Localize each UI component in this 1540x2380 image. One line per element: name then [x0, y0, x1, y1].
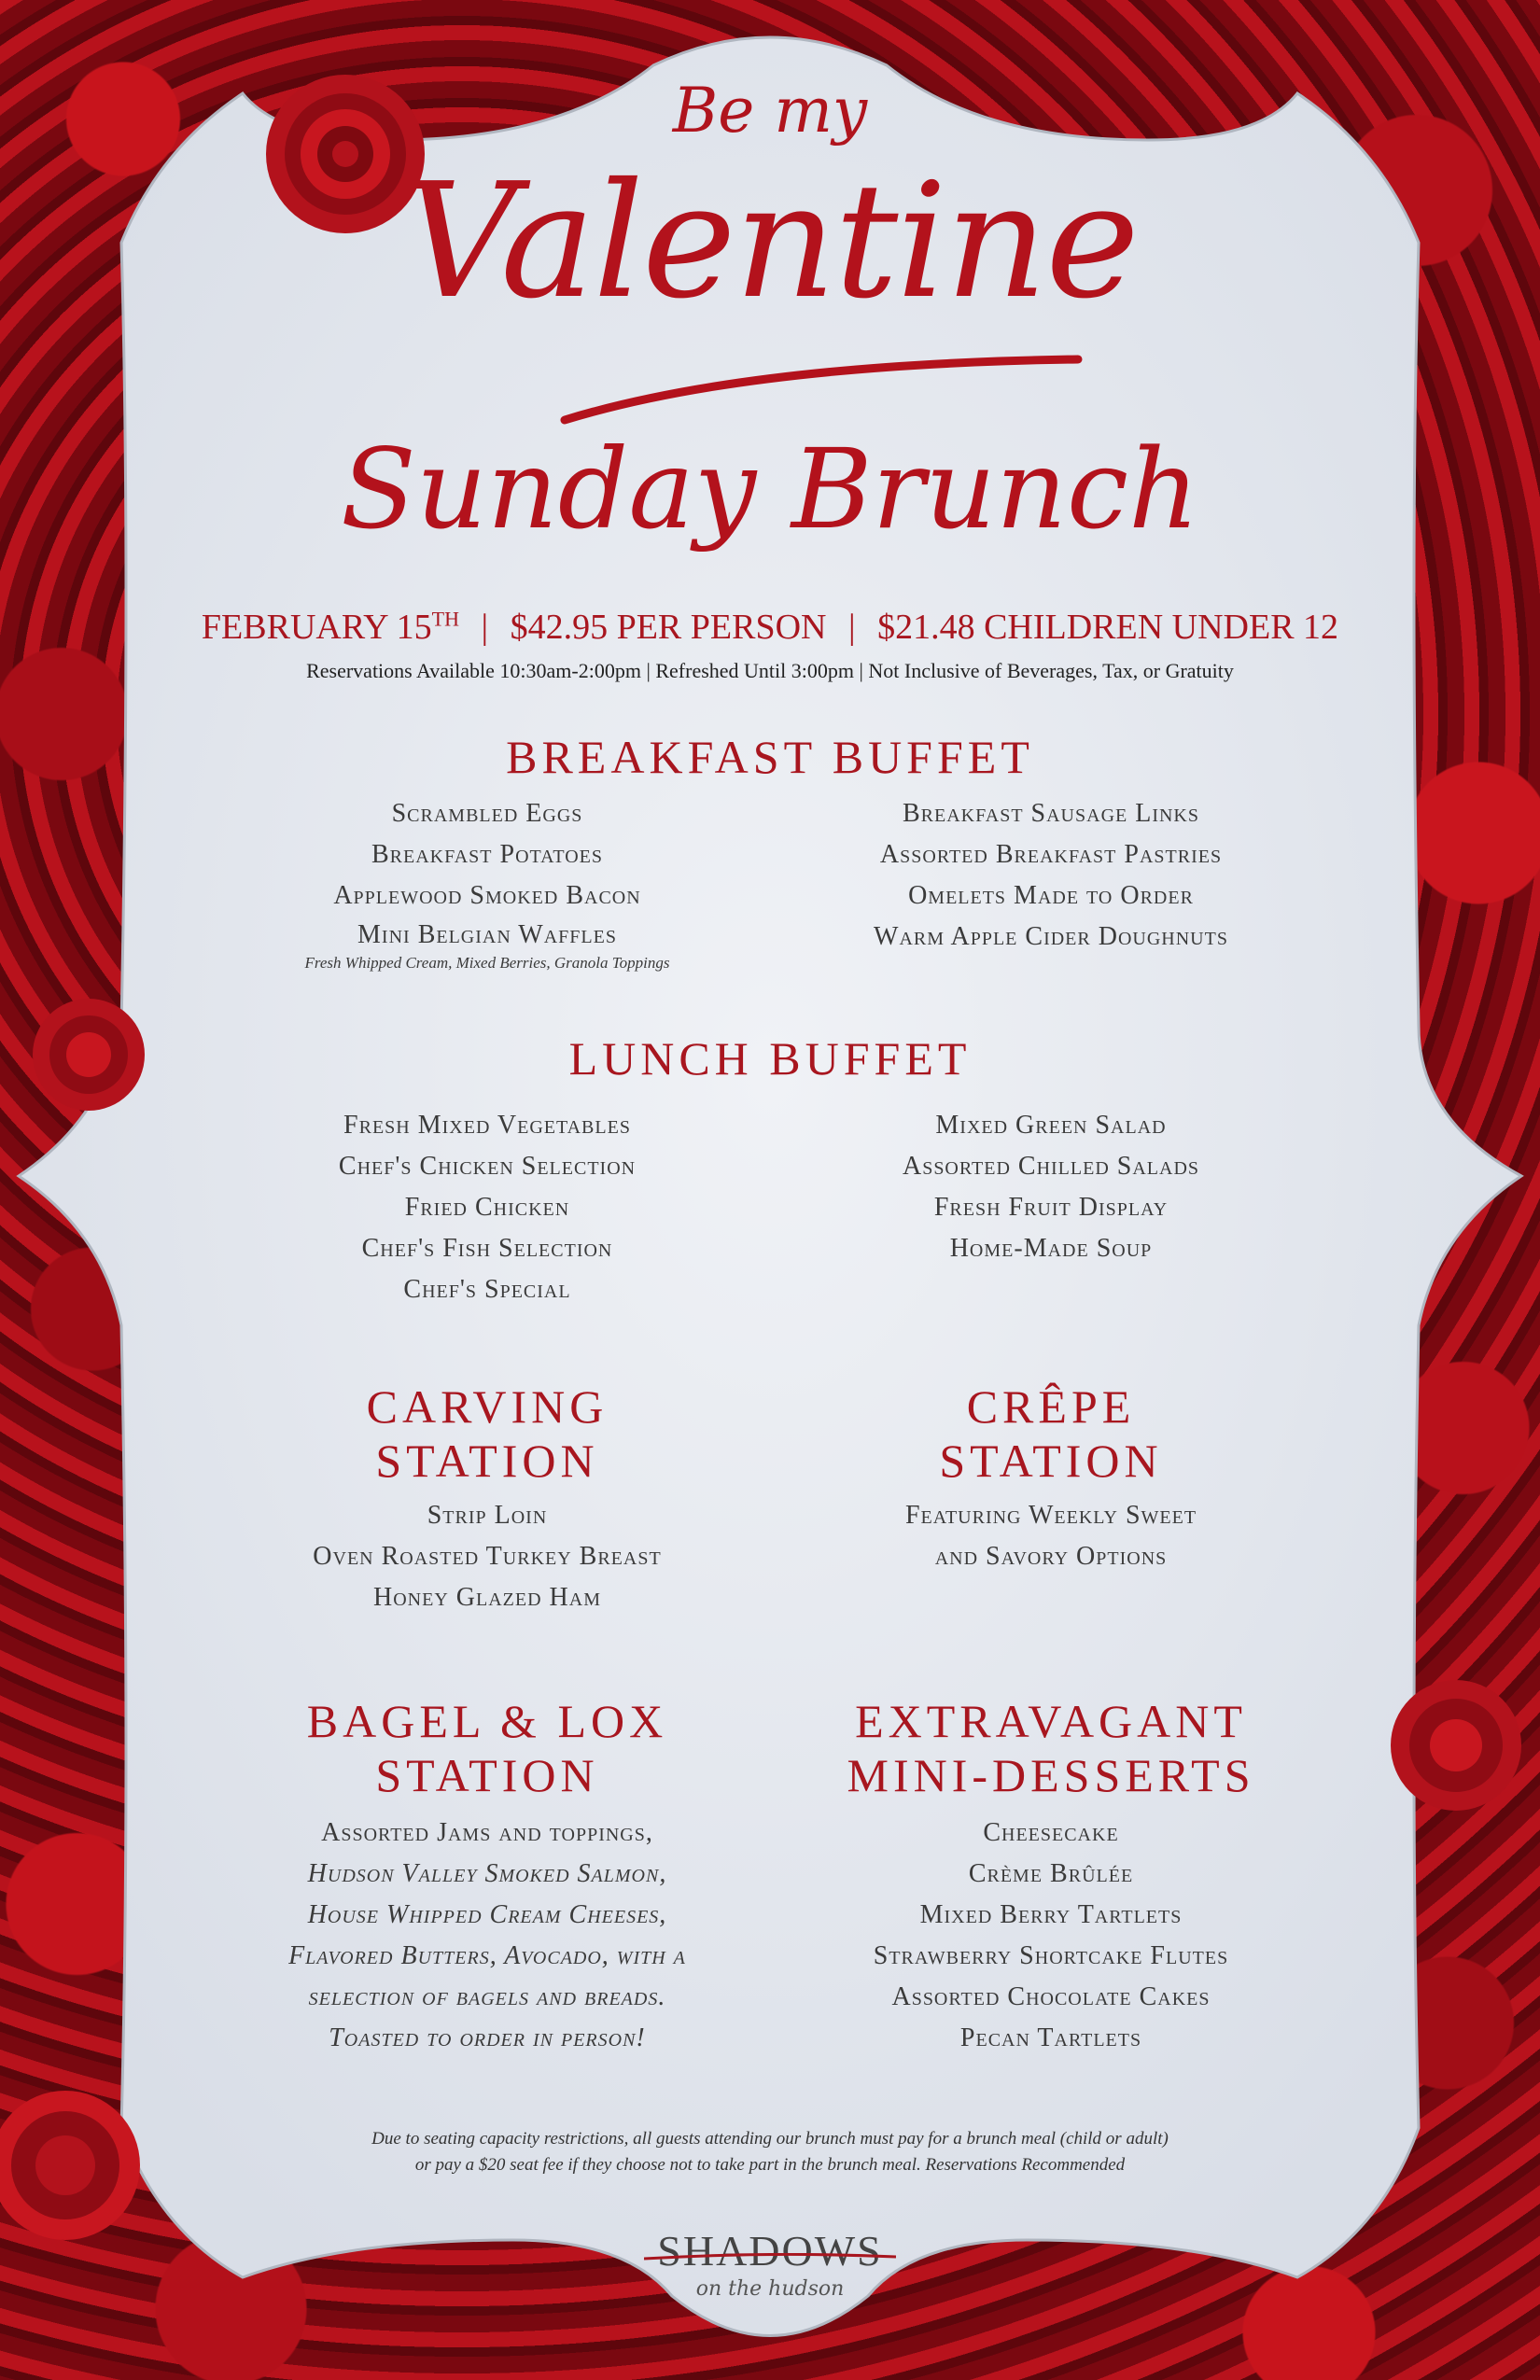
crepe-title-line2: STATION: [939, 1435, 1163, 1487]
list-item: Cheesecake: [983, 1818, 1119, 1847]
lunch-left-list: [207, 1105, 767, 1310]
shadows-logo: SHADOWS: [657, 2227, 883, 2275]
bagel-title-line2: STATION: [375, 1749, 599, 1801]
list-item: Fried Chicken: [404, 1193, 570, 1222]
list-item: Fresh Fruit Display: [933, 1193, 1169, 1222]
carving-list: [207, 1495, 767, 1618]
desserts-list: [771, 1813, 1331, 2059]
list-item: Oven Roasted Turkey Breast: [313, 1542, 662, 1571]
list-item: Omelets Made to Order: [908, 881, 1194, 910]
bagel-list: [207, 1813, 767, 2059]
list-item: Mixed Green Salad: [935, 1111, 1167, 1140]
list-item: Toasted to order in person!: [329, 2023, 646, 2052]
list-item: Mixed Berry Tartlets: [919, 1900, 1183, 1929]
crepe-list: [771, 1495, 1331, 1577]
list-item: Assorted Chocolate Cakes: [891, 1982, 1211, 2011]
waffle-note: Fresh Whipped Cream, Mixed Berries, Granola Toppings: [304, 954, 670, 972]
list-item: Breakfast Sausage Links: [903, 799, 1199, 828]
reservation-details: Reservations Available 10:30am-2:00pm | Refreshed Until 3:00pm | Not Inclusive of Beverages, Tax, or Gratuity: [306, 659, 1234, 682]
be-my-heading: Be my: [672, 75, 868, 147]
list-item: Assorted Jams and toppings,: [321, 1818, 653, 1847]
list-item: Strip Loin: [427, 1501, 548, 1530]
divider: |: [847, 608, 856, 647]
desserts-title-line2: MINI-DESSERTS: [847, 1749, 1255, 1801]
list-item: House Whipped Cream Cheeses,: [307, 1900, 667, 1929]
logo-strike-line: [644, 2253, 896, 2262]
list-item: Featuring Weekly Sweet: [904, 1501, 1197, 1530]
carving-title-line2: STATION: [375, 1435, 599, 1487]
list-item: Scrambled Eggs: [391, 799, 583, 828]
carving-title-line1: CARVING: [366, 1380, 609, 1433]
bagel-title-line1: BAGEL & LOX: [306, 1695, 668, 1747]
list-item: Assorted Breakfast Pastries: [879, 840, 1223, 869]
list-item: Mini Belgian Waffles: [357, 920, 617, 949]
desserts-title: [771, 1694, 1331, 1802]
list-item: Crème Brûlée: [968, 1859, 1134, 1888]
list-item: Assorted Chilled Salads: [902, 1152, 1200, 1181]
breakfast-title: BREAKFAST BUFFET: [506, 731, 1034, 783]
crepe-title-line1: CRÊPE: [966, 1380, 1136, 1433]
event-date: FEBRUARY 15: [201, 608, 432, 647]
swash-ornament: [560, 355, 1083, 429]
list-item: Chef's Fish Selection: [361, 1234, 613, 1263]
disclaimer-line2: or pay a $20 seat fee if they choose not to take part in the brunch meal. Reservations Recommended: [414, 2155, 1126, 2175]
logo-tagline: on the hudson: [695, 2277, 845, 2301]
sunday-brunch-heading: Sunday Brunch: [340, 425, 1200, 553]
disclaimer: [0, 2126, 1540, 2178]
event-info-line: [0, 607, 1540, 648]
valentine-heading: Valentine: [402, 149, 1138, 334]
list-item: Applewood Smoked Bacon: [333, 881, 641, 910]
list-item: Strawberry Shortcake Flutes: [873, 1941, 1229, 1970]
breakfast-right-list: [771, 793, 1331, 958]
disclaimer-line1: Due to seating capacity restrictions, all guests attending our brunch must pay for a brunch meal (child or adult): [371, 2129, 1169, 2149]
child-price: $21.48 CHILDREN UNDER 12: [877, 608, 1339, 647]
list-item: Chef's Special: [403, 1275, 571, 1304]
list-item: Breakfast Potatoes: [371, 840, 604, 869]
list-item: Warm Apple Cider Doughnuts: [874, 922, 1228, 951]
list-item: Hudson Valley Smoked Salmon,: [307, 1859, 667, 1888]
lunch-title: LUNCH BUFFET: [568, 1032, 972, 1085]
list-item: Fresh Mixed Vegetables: [343, 1111, 631, 1140]
list-item: Flavored Butters, Avocado, with a: [288, 1941, 686, 1970]
list-item: Chef's Chicken Selection: [338, 1152, 637, 1181]
crepe-title: [771, 1379, 1331, 1488]
list-item: Pecan Tartlets: [959, 2023, 1142, 2052]
lunch-right-list: [771, 1105, 1331, 1269]
event-date-suffix: TH: [431, 607, 459, 631]
list-item: and Savory Options: [934, 1542, 1168, 1571]
list-item: Home-Made Soup: [949, 1234, 1153, 1263]
divider: |: [481, 608, 489, 647]
list-item: selection of bagels and breads.: [308, 1982, 666, 2011]
desserts-title-line1: EXTRAVAGANT: [855, 1695, 1247, 1747]
list-item: Honey Glazed Ham: [373, 1583, 601, 1612]
bagel-title: [207, 1694, 767, 1802]
adult-price: $42.95 PER PERSON: [510, 608, 827, 647]
carving-title: [207, 1379, 767, 1488]
breakfast-left-list: [207, 793, 767, 973]
